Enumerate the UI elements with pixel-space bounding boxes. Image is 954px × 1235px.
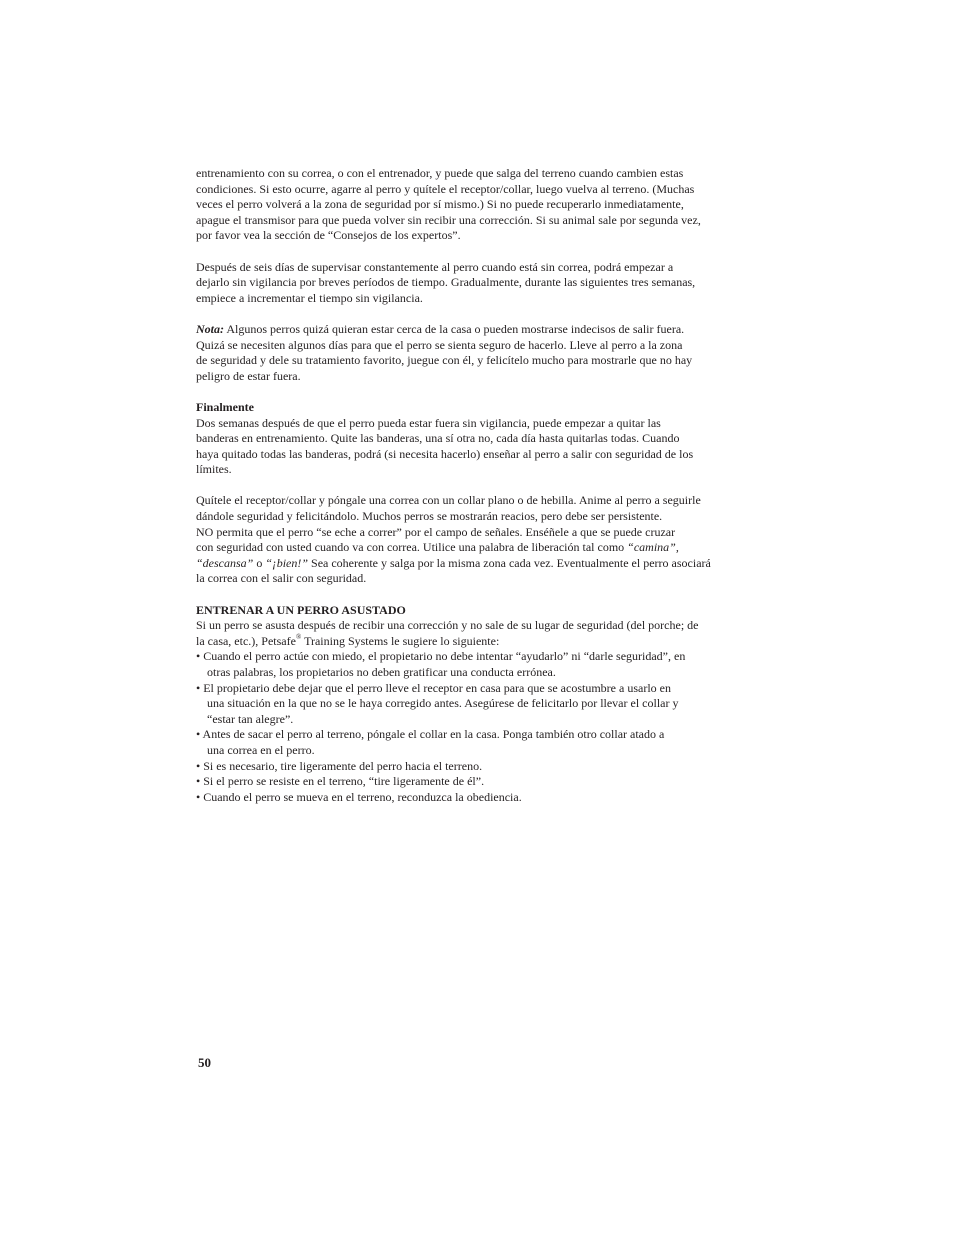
text-line: condiciones. Si esto ocurre, agarre al perro y quítele el receptor/collar, luego vuelva al terreno. (Muchas bbox=[196, 181, 695, 196]
text-line: • El propietario debe dejar que el perro lleve el receptor en casa para que se acostumbre a usarlo en bbox=[196, 680, 671, 695]
list-item bbox=[196, 774, 758, 790]
text-line bbox=[196, 540, 758, 556]
tips-list bbox=[196, 649, 758, 805]
text-line: “estar tan alegre”. bbox=[207, 711, 294, 726]
section-heading-scared-dog: ENTRENAR A UN PERRO ASUSTADO bbox=[196, 602, 406, 617]
text-line: haya quitado todas las banderas, podrá (si necesita hacerlo) enseñar al perro a salir con seguridad de los bbox=[196, 446, 694, 461]
list-item bbox=[196, 790, 758, 806]
text-line: dejarlo sin vigilancia por breves períodos de tiempo. Gradualmente, durante las siguientes tres semanas, bbox=[196, 275, 696, 290]
text-line: dándole seguridad y felicitándolo. Muchos perros se mostrarán reacios, pero debe ser persistente. bbox=[196, 509, 663, 524]
paragraph-leash-training bbox=[196, 166, 758, 244]
text-line: entrenamiento con su correa, o con el entrenador, y puede que salga del terreno cuando cambien estas bbox=[196, 166, 684, 180]
text-segment: con seguridad con usted cuando va con correa. Utilice una palabra de liberación tal como bbox=[196, 540, 628, 555]
text-line: Quizá se necesiten algunos días para que el perro se sienta seguro de hacerlo. Lleve al perro a la zona bbox=[196, 337, 683, 352]
page-body bbox=[196, 166, 758, 821]
note-label: Nota: bbox=[196, 321, 224, 336]
list-item bbox=[196, 759, 758, 775]
page-number: 50 bbox=[198, 1055, 211, 1070]
text-segment: o bbox=[253, 555, 266, 570]
list-item bbox=[196, 727, 758, 758]
text-line: la correa con el salir con seguridad. bbox=[196, 571, 367, 586]
list-item bbox=[196, 681, 758, 728]
section-scared-dog bbox=[196, 603, 758, 806]
text-line: • Cuando el perro se mueva en el terreno, reconduzca la obediencia. bbox=[196, 789, 522, 804]
paragraph-note bbox=[196, 322, 758, 384]
registered-mark: ® bbox=[295, 632, 302, 641]
text-line bbox=[196, 556, 758, 572]
text-line: • Si el perro se resiste en el terreno, “tire ligeramente de él”. bbox=[196, 774, 485, 789]
release-word-bien: “¡bien!” bbox=[265, 555, 309, 570]
section-finally bbox=[196, 400, 758, 478]
release-word-descansa: “descansa” bbox=[196, 555, 254, 570]
text-line: por favor vea la sección de “Consejos de los expertos”. bbox=[196, 228, 461, 243]
text-line: apague el transmisor para que pueda volver sin recibir una corrección. Si su animal sale por segunda vez, bbox=[196, 212, 701, 227]
list-item bbox=[196, 649, 758, 680]
text-line: Si un perro se asusta después de recibir una corrección y no sale de su lugar de seguridad (del porche; de bbox=[196, 618, 699, 633]
text-line: NO permita que el perro “se eche a correr” por el campo de señales. Enséñele a que se puede cruzar bbox=[196, 524, 676, 539]
text-line: de seguridad y dele su tratamiento favorito, juegue con él, y felicítelo mucho para mostrarle que no hay bbox=[196, 353, 693, 368]
paragraph-unsupervised bbox=[196, 260, 758, 307]
text-line: límites. bbox=[196, 462, 232, 477]
text-line bbox=[196, 322, 758, 338]
paragraph-remove-collar bbox=[196, 493, 758, 587]
release-word-camina: “camina”, bbox=[627, 540, 679, 555]
text-line: una situación en la que no se le haya corregido antes. Asegúrese de felicitarlo por llevar el collar y bbox=[207, 696, 679, 711]
section-heading-finally: Finalmente bbox=[196, 399, 254, 414]
text-line: banderas en entrenamiento. Quite las banderas, una sí otra no, cada día hasta quitarlas todas. Cuando bbox=[196, 431, 680, 446]
text-line: empiece a incrementar el tiempo sin vigilancia. bbox=[196, 290, 423, 305]
text-segment: Training Systems le sugiere lo siguiente: bbox=[301, 633, 500, 648]
text-segment: la casa, etc.), Petsafe bbox=[196, 633, 296, 648]
text-line: peligro de estar fuera. bbox=[196, 368, 301, 383]
text-line: • Si es necesario, tire ligeramente del perro hacia el terreno. bbox=[196, 758, 483, 773]
text-segment: Sea coherente y salga por la misma zona cada vez. Eventualmente el perro asociará bbox=[308, 555, 711, 570]
text-line: veces el perro volverá a la zona de seguridad por sí mismo.) Si no puede recuperarlo inmediatamente, bbox=[196, 197, 684, 212]
text-line: Dos semanas después de que el perro pueda estar fuera sin vigilancia, puede empezar a quitar las bbox=[196, 415, 661, 430]
text-line: Después de seis días de supervisar constantemente al perro cuando está sin correa, podrá empezar a bbox=[196, 259, 674, 274]
text-line: Quítele el receptor/collar y póngale una correa con un collar plano o de hebilla. Anime al perro a seguirle bbox=[196, 493, 701, 508]
text-line bbox=[196, 634, 758, 650]
text-line: otras palabras, los propietarios no deben gratificar una conducta errónea. bbox=[207, 665, 556, 679]
text-line: • Antes de sacar el perro al terreno, póngale el collar en la casa. Ponga también otro collar atado a bbox=[196, 727, 665, 742]
note-first-line: Algunos perros quizá quieran estar cerca de la casa o pueden mostrarse indecisos de salir fuera. bbox=[224, 321, 685, 336]
text-line: una correa en el perro. bbox=[207, 742, 315, 757]
text-line: • Cuando el perro actúe con miedo, el propietario no debe intentar “ayudarlo” ni “darle seguridad”, en bbox=[196, 649, 686, 664]
